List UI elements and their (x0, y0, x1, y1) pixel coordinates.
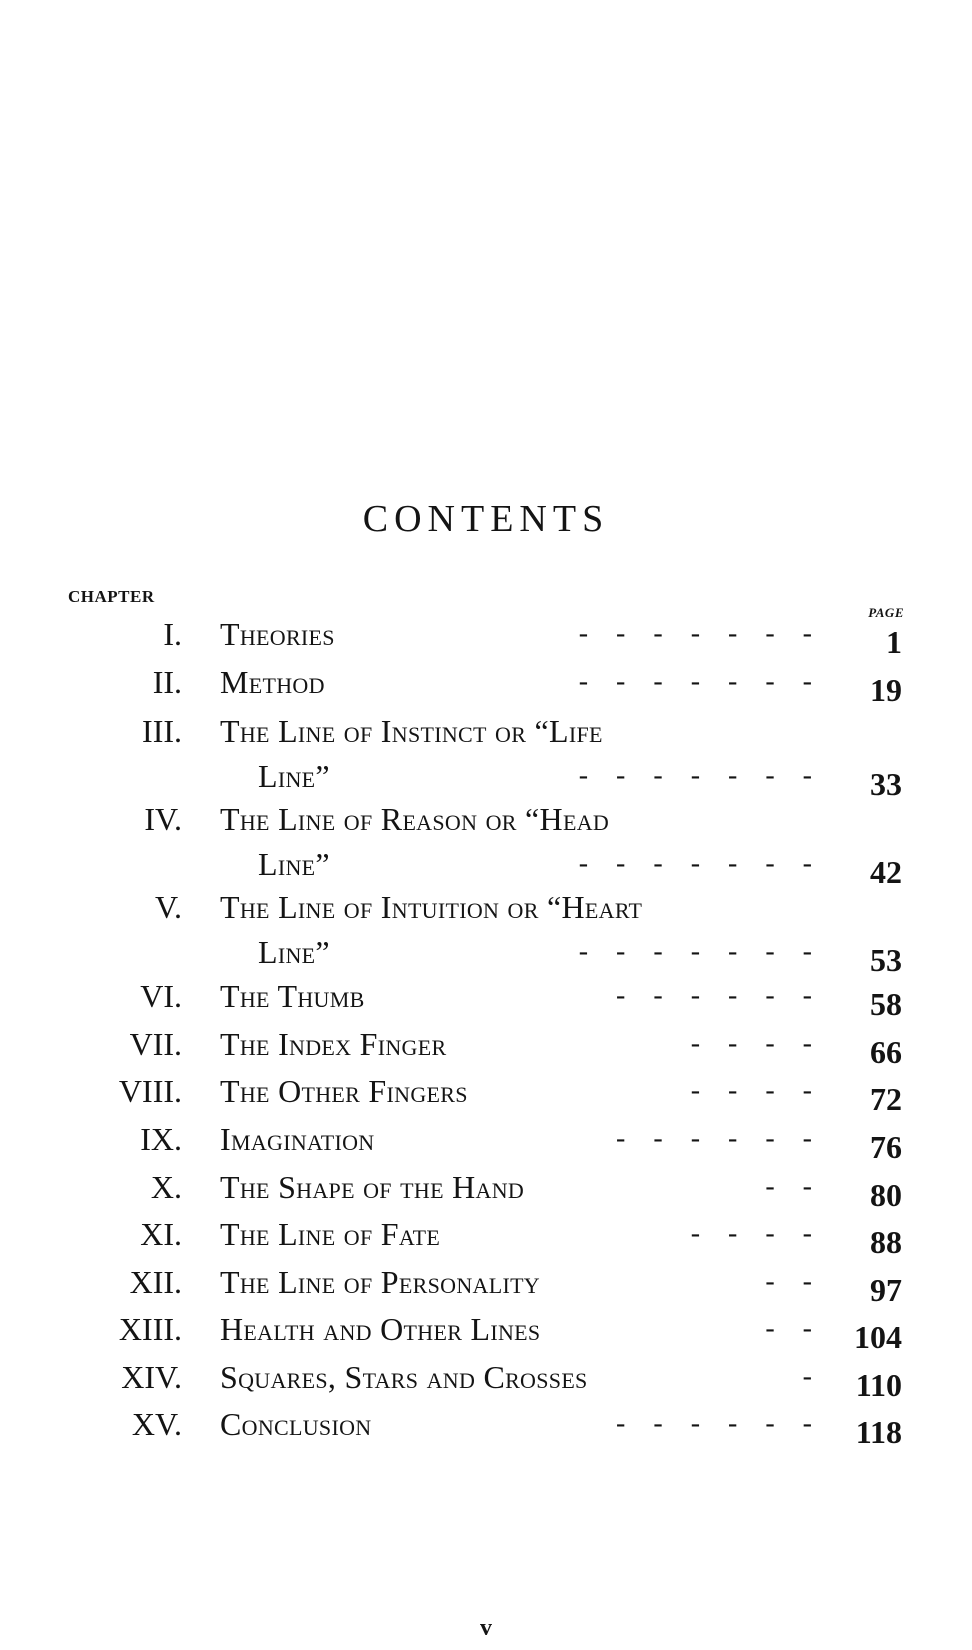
page-number: 88 (870, 1224, 902, 1260)
chapter-title: Line” (258, 934, 330, 970)
page-number: 58 (870, 986, 902, 1022)
dot-leader: - - - - - - - (578, 848, 812, 879)
dot-leader: - - - - - - - (578, 760, 812, 791)
contents-heading: CONTENTS (362, 498, 610, 540)
dot-leader: - - - - (690, 1028, 812, 1059)
dot-leader: - - - - - - - (578, 666, 812, 697)
dot-leader: - (802, 1361, 812, 1392)
chapter-number: VI. (140, 978, 182, 1014)
chapter-title: Health and Other Lines (220, 1311, 541, 1347)
dot-leader: - - (765, 1171, 812, 1202)
page-number-footer: v (480, 1615, 492, 1641)
page-number: 33 (870, 766, 902, 802)
chapter-title: The Thumb (220, 978, 365, 1014)
chapter-number: III. (142, 713, 182, 749)
chapter-number: VII. (129, 1026, 182, 1062)
dot-leader: - - - - - - (616, 1408, 812, 1439)
page-number: 66 (870, 1034, 902, 1070)
page-number: 42 (870, 854, 902, 890)
dot-leader: - - - - - - (616, 980, 812, 1011)
chapter-number: IX. (140, 1121, 182, 1157)
page-number: 80 (870, 1177, 902, 1213)
chapter-title: Imagination (220, 1121, 375, 1157)
chapter-title: Method (220, 664, 325, 700)
chapter-number: XIII. (118, 1311, 182, 1347)
chapter-title: The Line of Instinct or “Life (220, 713, 603, 749)
page-number: 118 (855, 1414, 902, 1450)
chapter-number: X. (150, 1169, 182, 1205)
chapter-number: V. (155, 889, 182, 925)
chapter-number: XV. (131, 1406, 182, 1442)
page-number: 1 (886, 624, 902, 660)
dot-leader: - - - - (690, 1075, 812, 1106)
chapter-title: Line” (258, 758, 330, 794)
chapter-number: XII. (129, 1264, 182, 1300)
chapter-number: VIII. (118, 1073, 182, 1109)
chapter-number: XI. (140, 1216, 182, 1252)
chapter-column-label: CHAPTER (68, 587, 155, 606)
chapter-number: IV. (144, 801, 182, 837)
dot-leader: - - - - - - (616, 1123, 812, 1154)
chapter-number: II. (152, 664, 182, 700)
page-column-label: PAGE (868, 605, 904, 620)
dot-leader: - - - - - - - (578, 936, 812, 967)
chapter-number: XIV. (121, 1359, 182, 1395)
chapter-title: Squares, Stars and Crosses (220, 1359, 588, 1395)
dot-leader: - - (765, 1313, 812, 1344)
page-number: 72 (870, 1081, 902, 1117)
page-number: 53 (870, 942, 902, 978)
chapter-title: The Line of Reason or “Head (220, 801, 610, 837)
chapter-title: Line” (258, 846, 330, 882)
chapter-title: The Line of Intuition or “Heart (220, 889, 643, 925)
dot-leader: - - - - - - - (578, 618, 812, 649)
chapter-title: Conclusion (220, 1406, 372, 1442)
chapter-title: The Shape of the Hand (220, 1169, 525, 1205)
page-number: 76 (870, 1129, 902, 1165)
page-number: 104 (854, 1319, 902, 1355)
chapter-number: I. (163, 616, 182, 652)
page-number: 19 (870, 672, 902, 708)
dot-leader: - - - - (690, 1218, 812, 1249)
page-number: 97 (870, 1272, 902, 1308)
chapter-title: The Index Finger (220, 1026, 447, 1062)
chapter-title: Theories (220, 616, 335, 652)
page-number: 110 (855, 1367, 902, 1403)
chapter-title: The Other Fingers (220, 1073, 468, 1109)
dot-leader: - - (765, 1266, 812, 1297)
chapter-title: The Line of Fate (220, 1216, 441, 1252)
chapter-title: The Line of Personality (220, 1264, 540, 1300)
